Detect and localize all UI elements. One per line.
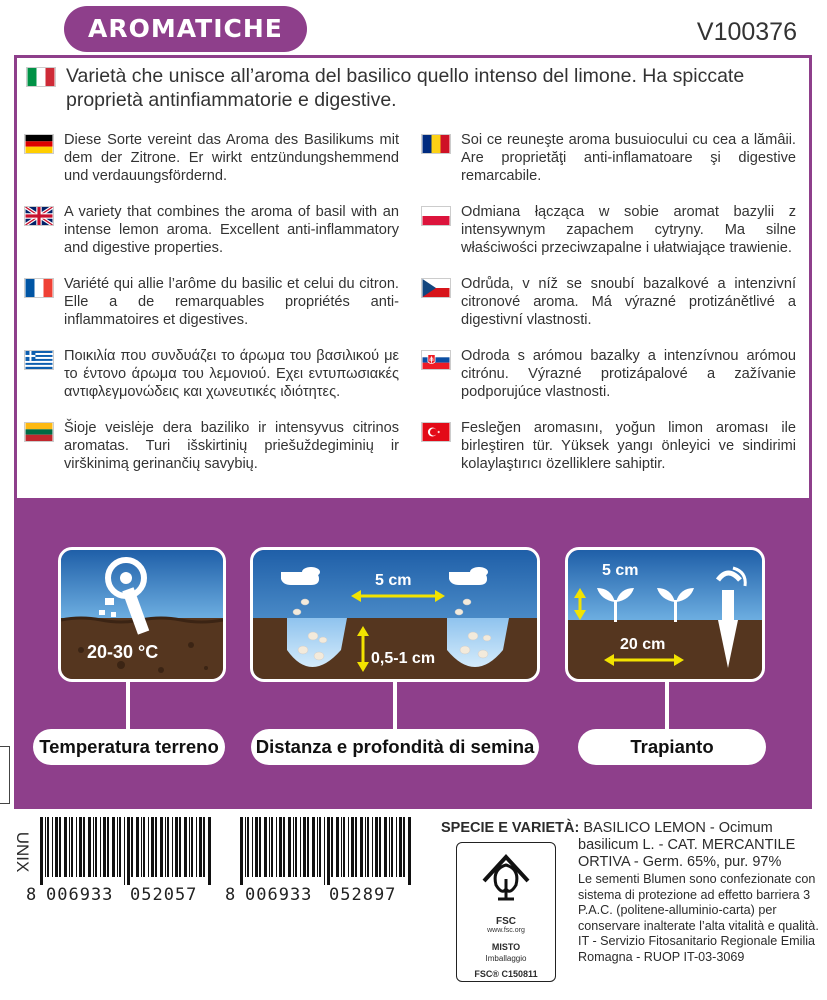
barcode-bar [148, 817, 149, 877]
description-text: Šioje veislėje dera baziliko ir intensyvus citrinos aromatas. Turi išskirtinių priešuždegiminių ir virškinimą gerinančių savybių. [64, 420, 399, 472]
barcode-bar [199, 817, 202, 877]
barcode-area [0, 815, 440, 1000]
intro-description [26, 64, 796, 112]
sowing-stem [393, 682, 397, 730]
barcode-bar [131, 817, 133, 877]
fsc-license: FSC® C150811 [474, 969, 538, 979]
fsc-sub: Imballaggio [485, 954, 527, 963]
barcode-bar [408, 817, 411, 885]
barcode-bar [189, 817, 190, 877]
barcode-bar [324, 817, 325, 885]
barcode-bar [100, 817, 101, 877]
barcode-bar [255, 817, 258, 877]
temperature-value: 20-30 °C [87, 642, 159, 662]
barcode-bar [288, 817, 291, 877]
barcode-2-group1: 006933 [245, 885, 313, 905]
barcode-bar [360, 817, 363, 877]
barcode-bar [403, 817, 405, 877]
barcode-bar [160, 817, 163, 877]
barcode-bar [167, 817, 169, 877]
uk-flag-icon [24, 206, 54, 226]
species-line-1 [441, 820, 821, 837]
description-tr [421, 419, 796, 472]
barcode-bar [179, 817, 181, 877]
description-text: Diese Sorte vereint das Aroma des Basilikums mit dem der Zitrone. Er wirkt entzündungshemmend und verdauungsfördernd. [64, 132, 399, 184]
unix-text: UNIX [13, 831, 32, 873]
barcode-bar [336, 817, 339, 877]
side-marker [0, 746, 10, 804]
barcode-bar [172, 817, 173, 877]
description-text: Fesleğen aromasını, yoğun limon aroması ile birleştiren tür. Yüksek yangı önleyici ve sindirimi kolaylaştırıcı özelliklere sahiptir. [461, 420, 796, 472]
barcode-bar [71, 817, 73, 877]
barcode-bar [112, 817, 115, 877]
barcode-bar [119, 817, 121, 877]
cz-flag-icon [421, 278, 451, 298]
barcode-bar [276, 817, 277, 877]
barcode-bar [391, 817, 393, 877]
descriptions-left-column [24, 131, 399, 491]
packaging-note: Le sementi Blumen sono confezionate con sistema di protezione ad effetto barriera 3 P.A.C. (politene-alluminio-carta) per conservare inalterate l’alta vitalità e qualità. IT - Servizio Fitosanitario Regionale Emilia Romagna - RUOP IT-03-3069 [578, 872, 819, 964]
description-lt [24, 419, 399, 472]
barcode-bar [300, 817, 301, 877]
description-pl [421, 203, 796, 256]
de-flag-icon [24, 134, 54, 154]
barcode-bar [175, 817, 178, 877]
barcode-bar [151, 817, 154, 877]
barcode-1-first-digit: 8 [26, 885, 37, 905]
barcode-bar [312, 817, 315, 877]
intro-text: Varietà che unisce all’aroma del basilico quello intenso del limone. Ha spiccate proprietà antinfiammatorie e digestive. [66, 65, 745, 111]
barcode-bar [203, 817, 205, 877]
barcode-bar [79, 817, 82, 877]
sk-flag-icon [421, 350, 451, 370]
barcode-1-group1: 006933 [46, 885, 114, 905]
barcode-bar [95, 817, 97, 877]
description-cz [421, 275, 796, 328]
barcode-bar [396, 817, 397, 877]
fr-flag-icon [24, 278, 54, 298]
barcode-bar [319, 817, 321, 877]
fsc-url: www.fsc.org [487, 927, 525, 934]
barcode-bar [165, 817, 166, 877]
description-fr [24, 275, 399, 328]
barcode-bar [351, 817, 354, 877]
barcode-bar [317, 817, 318, 877]
barcode-bar [331, 817, 333, 877]
category-badge: AROMATICHE [64, 6, 307, 52]
barcode-1 [40, 817, 211, 885]
barcode-bar [93, 817, 94, 877]
barcode-bar [259, 817, 261, 877]
barcode-bar [379, 817, 381, 877]
barcode-bar [107, 817, 109, 877]
sowing-panel [250, 547, 540, 682]
barcode-bar [295, 817, 297, 877]
transplant-height-value: 5 cm [602, 562, 639, 579]
species-info [441, 820, 821, 966]
barcode-2-first-digit: 8 [225, 885, 236, 905]
barcode-bar [47, 817, 49, 877]
sowing-depth-value: 0,5-1 cm [371, 650, 436, 667]
barcode-bar [327, 817, 330, 885]
pl-flag-icon [421, 206, 451, 226]
transplant-stem [665, 682, 669, 730]
barcode-bar [55, 817, 58, 877]
barcode-bar [372, 817, 373, 877]
barcode-bar [88, 817, 91, 877]
barcode-bar [69, 817, 70, 877]
barcode-bar [103, 817, 106, 877]
barcode-bar [384, 817, 387, 877]
barcode-bar [269, 817, 270, 877]
barcode-bar [117, 817, 118, 877]
description-sk [421, 347, 796, 400]
description-text: A variety that combines the aroma of basil with an intense lemon aroma. Excellent anti-inflammatory and digestive properties. [64, 204, 399, 256]
it-flag-icon [26, 67, 56, 87]
barcode-bar [348, 817, 349, 877]
species-heading: SPECIE E VARIETÀ: [441, 820, 580, 836]
barcode-bar [141, 817, 142, 877]
barcode-bar [191, 817, 193, 877]
barcode-bar [293, 817, 294, 877]
barcode-bar [76, 817, 77, 877]
species-line-2: basilicum L. - CAT. MERCANTILE [578, 837, 796, 853]
barcode-bar [343, 817, 345, 877]
description-text: Odmiana łącząca w sobie aromat bazylii z intensywnym zapachem cytryny. Ma silne właściwości przeciwzapalne i ułatwiające trawienie. [461, 204, 796, 256]
barcode-bar [64, 817, 67, 877]
barcode-bar [136, 817, 139, 877]
gr-flag-icon [24, 350, 54, 370]
barcode-bar [271, 817, 273, 877]
sowing-spacing-value: 5 cm [375, 572, 412, 589]
barcode-bar [208, 817, 211, 885]
barcode-bar [45, 817, 46, 877]
sowing-label: Distanza e profondità di semina [251, 729, 539, 765]
description-text: Odrůda, v níž se snoubí bazalkové a intenzivní citronové aroma. Má výrazné protizánětlivé a digestivní vlastnosti. [461, 276, 796, 328]
barcode-bar [307, 817, 309, 877]
fsc-type: MISTO [491, 942, 521, 952]
barcode-bar [303, 817, 306, 877]
barcode-2 [240, 817, 411, 885]
barcode-bar [252, 817, 253, 877]
barcode-bar [247, 817, 249, 877]
transplant-label: Trapianto [578, 729, 766, 765]
barcode-bar [127, 817, 130, 885]
barcode-bar [124, 817, 125, 885]
barcode-bar [341, 817, 342, 877]
barcode-bar [375, 817, 378, 877]
fsc-brand: FSC [496, 916, 516, 927]
transplant-spacing-value: 20 cm [620, 636, 666, 653]
temperature-panel [58, 547, 226, 682]
barcode-bar [245, 817, 246, 877]
barcode-1-group2: 052057 [130, 885, 198, 905]
ro-flag-icon [421, 134, 451, 154]
barcode-bar [240, 817, 243, 885]
barcode-bar [399, 817, 402, 877]
product-code: V100376 [696, 18, 797, 46]
barcode-bar [264, 817, 267, 877]
barcode-bar [355, 817, 357, 877]
barcode-bar [279, 817, 282, 877]
barcode-bar [184, 817, 187, 877]
description-ro [421, 131, 796, 184]
barcode-bar [196, 817, 197, 877]
transplant-panel [565, 547, 765, 682]
temperature-stem [126, 682, 130, 730]
lt-flag-icon [24, 422, 54, 442]
descriptions-right-column [421, 131, 796, 491]
barcode-bar [283, 817, 285, 877]
description-text: Variété qui allie l’arôme du basilic et celui du citron. Elle a de remarquables propriétés anti-inflammatoires et digestives. [64, 276, 399, 328]
description-text: Ποικιλία που συνδυάζει το άρωμα του βασιλικού με το έντονο άρωμα του λεμονιού. Εχει εντυπωσιακές αντιφλεγμονώδεις και χωνευτικές ιδιότητες. [64, 348, 399, 400]
species-line-1-text: BASILICO LEMON - Ocimum [583, 820, 773, 836]
temperature-label: Temperatura terreno [33, 729, 225, 765]
barcode-bar [40, 817, 43, 885]
description-de [24, 131, 399, 184]
barcode-bar [52, 817, 53, 877]
description-text: Odroda s arómou bazalky a intenzívnou arómou citrónu. Výrazné protizápalové a zažívanie podporujúce vlastnosti. [461, 348, 796, 400]
description-gr [24, 347, 399, 400]
species-line-3: ORTIVA - Germ. 65%, pur. 97% [578, 854, 782, 870]
barcode-bar [365, 817, 366, 877]
barcode-bar [143, 817, 145, 877]
barcode-bar [83, 817, 85, 877]
barcode-bar [155, 817, 157, 877]
barcode-bar [389, 817, 390, 877]
description-en [24, 203, 399, 256]
barcode-2-group2: 052897 [329, 885, 397, 905]
tr-flag-icon [421, 422, 451, 442]
barcode-bar [367, 817, 369, 877]
description-text: Soi ce reuneşte aroma busuiocului cu cea a lămâii. Are proprietăţi anti-inflamatoare şi digestive remarcabile. [461, 132, 796, 184]
barcode-bar [59, 817, 61, 877]
transplant-illustration [568, 550, 762, 679]
